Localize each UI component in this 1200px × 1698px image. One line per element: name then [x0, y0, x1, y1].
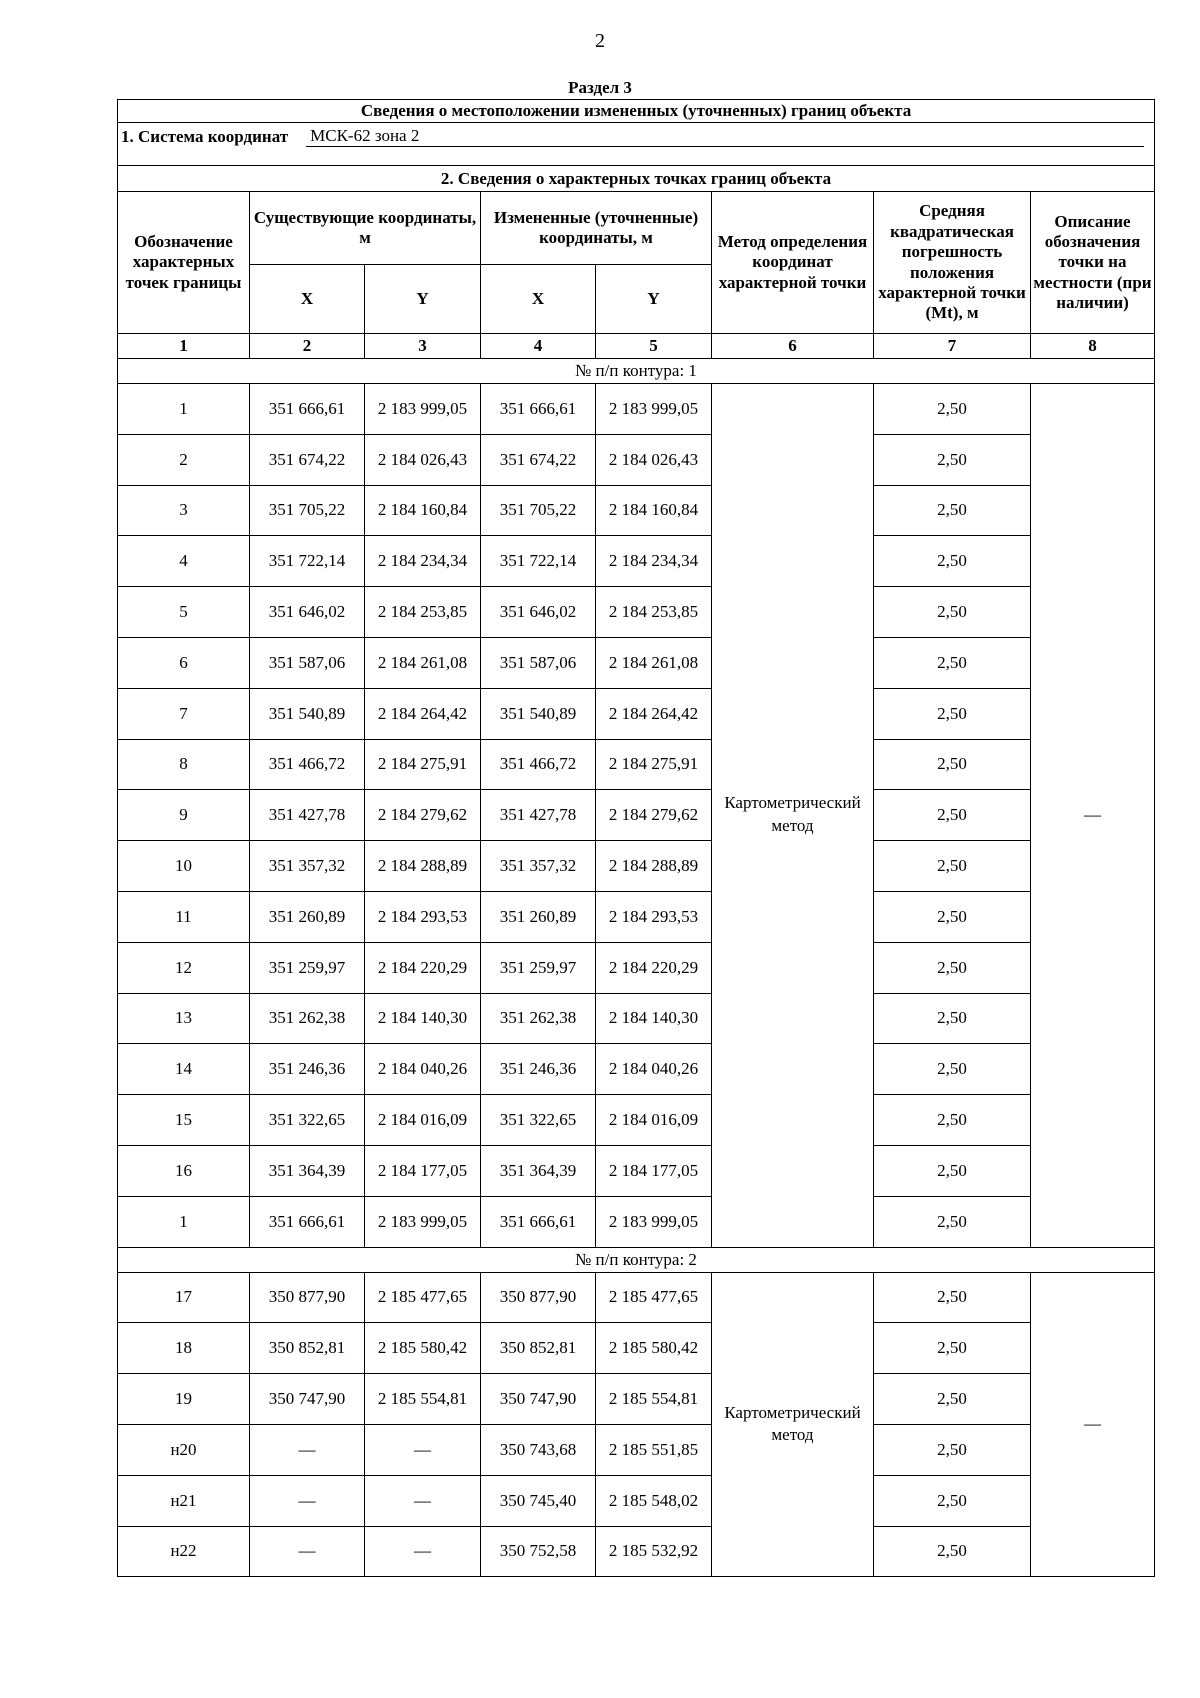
error-mt: 2,50: [874, 637, 1031, 688]
point-id: 18: [118, 1323, 250, 1374]
changed-y: 2 184 288,89: [596, 841, 712, 892]
point-id: н22: [118, 1526, 250, 1577]
existing-x: 351 722,14: [250, 536, 365, 587]
existing-x: 351 357,32: [250, 841, 365, 892]
existing-x: 351 364,39: [250, 1145, 365, 1196]
changed-x: 351 246,36: [481, 1044, 596, 1095]
changed-y: 2 183 999,05: [596, 1196, 712, 1247]
existing-y: 2 184 264,42: [365, 688, 481, 739]
point-id: 8: [118, 739, 250, 790]
error-mt: 2,50: [874, 1323, 1031, 1374]
existing-y: 2 184 293,53: [365, 891, 481, 942]
error-mt: 2,50: [874, 1374, 1031, 1425]
changed-x: 350 743,68: [481, 1424, 596, 1475]
point-id: 12: [118, 942, 250, 993]
changed-y: 2 185 532,92: [596, 1526, 712, 1577]
header-changed-x: X: [481, 265, 596, 334]
table-title: Сведения о местоположении измененных (уточненных) границ объекта: [118, 100, 1155, 123]
header-designation: Обозначение характерных точек границы: [118, 192, 250, 334]
existing-y: —: [365, 1526, 481, 1577]
changed-x: 351 364,39: [481, 1145, 596, 1196]
table-row: [118, 688, 1155, 739]
col-number: 7: [874, 334, 1031, 359]
existing-x: 351 646,02: [250, 587, 365, 638]
table-row: [118, 637, 1155, 688]
existing-x: 350 747,90: [250, 1374, 365, 1425]
existing-y: 2 184 220,29: [365, 942, 481, 993]
error-mt: 2,50: [874, 942, 1031, 993]
table-row: [118, 1424, 1155, 1475]
boundary-table: [117, 99, 1155, 1577]
error-mt: 2,50: [874, 993, 1031, 1044]
header-error: Средняя квадратическая погрешность положения характерной точки (Mt), м: [874, 192, 1031, 334]
changed-y: 2 184 016,09: [596, 1095, 712, 1146]
changed-x: 351 540,89: [481, 688, 596, 739]
changed-y: 2 185 477,65: [596, 1272, 712, 1323]
header-existing: Существующие координаты, м: [250, 192, 481, 265]
existing-y: 2 184 279,62: [365, 790, 481, 841]
header-existing-x: X: [250, 265, 365, 334]
changed-y: 2 184 160,84: [596, 485, 712, 536]
error-mt: 2,50: [874, 384, 1031, 435]
changed-x: 350 877,90: [481, 1272, 596, 1323]
coord-system-value: МСК-62 зона 2: [306, 126, 1144, 147]
error-mt: 2,50: [874, 1196, 1031, 1247]
existing-y: 2 184 275,91: [365, 739, 481, 790]
col-number: 8: [1031, 334, 1155, 359]
contour-header-row: [118, 359, 1155, 384]
points-title: 2. Сведения о характерных точках границ объекта: [118, 166, 1155, 192]
section-title: Раздел 3: [568, 78, 632, 97]
page-number: 2: [595, 30, 605, 52]
existing-x: 351 259,97: [250, 942, 365, 993]
point-id: н20: [118, 1424, 250, 1475]
col-number: 2: [250, 334, 365, 359]
table-row: [118, 485, 1155, 536]
point-id: 2: [118, 434, 250, 485]
contour-label: № п/п контура: 1: [118, 359, 1155, 384]
header-changed-y: Y: [596, 265, 712, 334]
error-mt: 2,50: [874, 587, 1031, 638]
changed-x: 351 666,61: [481, 1196, 596, 1247]
changed-y: 2 184 040,26: [596, 1044, 712, 1095]
col-number: 3: [365, 334, 481, 359]
error-mt: 2,50: [874, 1475, 1031, 1526]
existing-y: 2 184 016,09: [365, 1095, 481, 1146]
changed-x: 350 747,90: [481, 1374, 596, 1425]
contour-header-row: [118, 1247, 1155, 1272]
table-row: [118, 841, 1155, 892]
changed-y: 2 183 999,05: [596, 384, 712, 435]
col-number: 6: [712, 334, 874, 359]
table-row: [118, 942, 1155, 993]
error-mt: 2,50: [874, 1272, 1031, 1323]
changed-x: 351 357,32: [481, 841, 596, 892]
table-row: [118, 536, 1155, 587]
point-id: 4: [118, 536, 250, 587]
col-number: 1: [118, 334, 250, 359]
table-row: [118, 993, 1155, 1044]
error-mt: 2,50: [874, 434, 1031, 485]
description-cell: —: [1031, 384, 1155, 1248]
table-row: [118, 891, 1155, 942]
existing-x: 351 246,36: [250, 1044, 365, 1095]
existing-y: 2 184 140,30: [365, 993, 481, 1044]
existing-x: 351 466,72: [250, 739, 365, 790]
changed-x: 350 752,58: [481, 1526, 596, 1577]
table-row: [118, 790, 1155, 841]
error-mt: 2,50: [874, 485, 1031, 536]
existing-y: 2 184 234,34: [365, 536, 481, 587]
changed-x: 351 705,22: [481, 485, 596, 536]
table-row: [118, 434, 1155, 485]
existing-x: 350 877,90: [250, 1272, 365, 1323]
table-row: [118, 1272, 1155, 1323]
changed-y: 2 185 554,81: [596, 1374, 712, 1425]
changed-x: 351 262,38: [481, 993, 596, 1044]
existing-x: —: [250, 1526, 365, 1577]
error-mt: 2,50: [874, 739, 1031, 790]
header-changed: Измененные (уточненные) координаты, м: [481, 192, 712, 265]
existing-y: 2 184 040,26: [365, 1044, 481, 1095]
error-mt: 2,50: [874, 841, 1031, 892]
changed-x: 351 646,02: [481, 587, 596, 638]
method-cell: Картометрический метод: [712, 384, 874, 1248]
error-mt: 2,50: [874, 891, 1031, 942]
existing-x: 351 666,61: [250, 384, 365, 435]
table-row: [118, 1145, 1155, 1196]
point-id: 1: [118, 1196, 250, 1247]
existing-x: 351 674,22: [250, 434, 365, 485]
changed-y: 2 185 551,85: [596, 1424, 712, 1475]
table-row: [118, 1475, 1155, 1526]
point-id: 6: [118, 637, 250, 688]
existing-y: 2 184 288,89: [365, 841, 481, 892]
changed-y: 2 184 140,30: [596, 993, 712, 1044]
col-number: 4: [481, 334, 596, 359]
existing-y: 2 184 177,05: [365, 1145, 481, 1196]
existing-x: 351 540,89: [250, 688, 365, 739]
changed-x: 351 322,65: [481, 1095, 596, 1146]
point-id: 14: [118, 1044, 250, 1095]
point-id: 10: [118, 841, 250, 892]
point-id: 19: [118, 1374, 250, 1425]
point-id: 9: [118, 790, 250, 841]
coord-system-label: 1. Система координат: [121, 127, 289, 146]
existing-y: 2 184 261,08: [365, 637, 481, 688]
changed-y: 2 184 279,62: [596, 790, 712, 841]
point-id: 17: [118, 1272, 250, 1323]
changed-y: 2 184 253,85: [596, 587, 712, 638]
changed-y: 2 184 293,53: [596, 891, 712, 942]
existing-y: 2 185 554,81: [365, 1374, 481, 1425]
error-mt: 2,50: [874, 1044, 1031, 1095]
existing-x: 351 705,22: [250, 485, 365, 536]
existing-x: —: [250, 1475, 365, 1526]
table-row: [118, 1044, 1155, 1095]
changed-x: 351 466,72: [481, 739, 596, 790]
existing-x: 351 262,38: [250, 993, 365, 1044]
point-id: 13: [118, 993, 250, 1044]
changed-y: 2 185 580,42: [596, 1323, 712, 1374]
existing-x: 351 322,65: [250, 1095, 365, 1146]
changed-y: 2 184 177,05: [596, 1145, 712, 1196]
table-row: [118, 1374, 1155, 1425]
changed-y: 2 184 264,42: [596, 688, 712, 739]
error-mt: 2,50: [874, 790, 1031, 841]
error-mt: 2,50: [874, 688, 1031, 739]
header-existing-y: Y: [365, 265, 481, 334]
point-id: 16: [118, 1145, 250, 1196]
error-mt: 2,50: [874, 1095, 1031, 1146]
table-row: [118, 1095, 1155, 1146]
table-row: [118, 1323, 1155, 1374]
changed-y: 2 184 220,29: [596, 942, 712, 993]
existing-x: 351 587,06: [250, 637, 365, 688]
changed-y: 2 185 548,02: [596, 1475, 712, 1526]
changed-y: 2 184 234,34: [596, 536, 712, 587]
changed-x: 351 260,89: [481, 891, 596, 942]
existing-y: 2 184 253,85: [365, 587, 481, 638]
changed-x: 350 745,40: [481, 1475, 596, 1526]
point-id: 11: [118, 891, 250, 942]
error-mt: 2,50: [874, 1526, 1031, 1577]
point-id: 15: [118, 1095, 250, 1146]
existing-x: 350 852,81: [250, 1323, 365, 1374]
error-mt: 2,50: [874, 1145, 1031, 1196]
point-id: 5: [118, 587, 250, 638]
changed-x: 351 587,06: [481, 637, 596, 688]
header-method: Метод определения координат характерной точки: [712, 192, 874, 334]
changed-x: 351 722,14: [481, 536, 596, 587]
point-id: 1: [118, 384, 250, 435]
point-id: н21: [118, 1475, 250, 1526]
changed-y: 2 184 261,08: [596, 637, 712, 688]
table-row: [118, 384, 1155, 435]
existing-y: 2 185 580,42: [365, 1323, 481, 1374]
existing-y: 2 184 026,43: [365, 434, 481, 485]
point-id: 3: [118, 485, 250, 536]
existing-y: —: [365, 1475, 481, 1526]
existing-y: —: [365, 1424, 481, 1475]
error-mt: 2,50: [874, 1424, 1031, 1475]
changed-x: 351 674,22: [481, 434, 596, 485]
table-row: [118, 1526, 1155, 1577]
coord-system-row: [118, 123, 1155, 166]
changed-y: 2 184 026,43: [596, 434, 712, 485]
point-id: 7: [118, 688, 250, 739]
changed-x: 351 666,61: [481, 384, 596, 435]
existing-y: 2 184 160,84: [365, 485, 481, 536]
header-description: Описание обозначения точки на местности (при наличии): [1031, 192, 1155, 334]
existing-x: —: [250, 1424, 365, 1475]
existing-x: 351 260,89: [250, 891, 365, 942]
existing-y: 2 185 477,65: [365, 1272, 481, 1323]
changed-x: 351 259,97: [481, 942, 596, 993]
table-row: [118, 587, 1155, 638]
existing-y: 2 183 999,05: [365, 384, 481, 435]
changed-x: 350 852,81: [481, 1323, 596, 1374]
method-cell: Картометрический метод: [712, 1272, 874, 1577]
table-row: [118, 739, 1155, 790]
contour-label: № п/п контура: 2: [118, 1247, 1155, 1272]
existing-x: 351 666,61: [250, 1196, 365, 1247]
table-row: [118, 1196, 1155, 1247]
error-mt: 2,50: [874, 536, 1031, 587]
description-cell: —: [1031, 1272, 1155, 1577]
changed-y: 2 184 275,91: [596, 739, 712, 790]
existing-x: 351 427,78: [250, 790, 365, 841]
changed-x: 351 427,78: [481, 790, 596, 841]
existing-y: 2 183 999,05: [365, 1196, 481, 1247]
col-number: 5: [596, 334, 712, 359]
